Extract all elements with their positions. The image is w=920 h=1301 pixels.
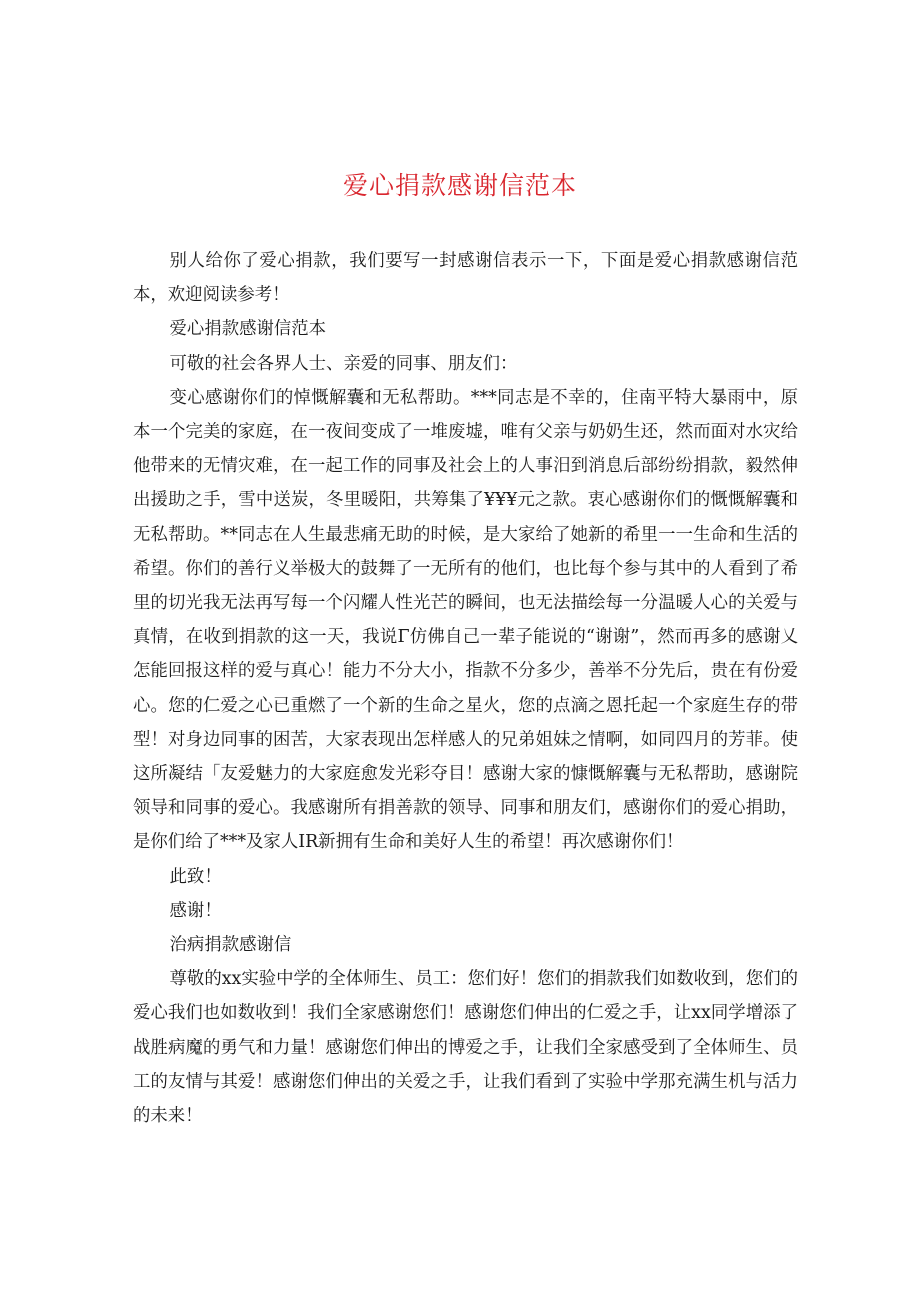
intro-paragraph: 别人给你了爱心捐款，我们要写一封感谢信表示一下，下面是爱心捐款感谢信范本，欢迎阅读参考！ [133, 251, 798, 306]
closing-line: 此致！ [169, 866, 222, 887]
letter-body-paragraph: 变心感谢你们的悼慨解囊和无私帮助。***同志是不幸的，住南平特大暴雨中，原本一个完美的家庭，在一夜间变成了一堆废墟，唯有父亲与奶奶生还，然而面对水灾给他带来的无情灾难，在一起工作的同事及社会上的人事汨到消息后部纷纷捐款，毅然伸出援助之手，雪中送炭，冬里暖阳，共筹集了¥¥¥元之款。衷心感谢你们的慨慨解囊和无私帮助。**同志在人生最悲痛无助的时候，是大家给了她新的希里一一生命和生活的希望。你们的善行义举极大的鼓舞了一无所有的他们，也比每个参与其中的人看到了希里的切光我无法再写每一个闪耀人性光芒的瞬间，也无法描绘每一分温暖人心的关爱与真情，在收到捐款的这一天，我说Γ仿佛自己一辈子能说的“谢谢”，然而再多的感谢乂怎能回报这样的爱与真心！能力不分大小，指款不分多少，善举不分先后，贵在有份爱心。您的仁爱之心已重燃了一个新的生命之星火，您的点滴之恩托起一个家庭生存的带型！对身边同事的困苦，大家表现出怎样感人的兄弟姐妹之情啊，如同四月的芳菲。使这所凝结「友爱魅力的大家庭愈发光彩夺目！感谢大家的慷慨解囊与无私帮助，感谢院领导和同事的爱心。我感谢所有捐善款的领导、同事和朋友们，感谢你们的爱心捐助，是你们给了***及家人IR新拥有生命和美好人生的希望！再次感谢你们！ [133, 387, 798, 853]
second-letter-paragraph: 尊敬的xx实验中学的全体师生、员工：您们好！您们的捐款我们如数收到，您们的爱心我们也如数收到！我们全家感谢您们！感谢您们伸出的仁爱之手，让xx同学增添了战胜病魔的勇气和力量！感谢您们伸出的博爱之手，让我们全家感受到了全体师生、员工的友情与其爱！感谢您们伸出的关爱之手，让我们看到了实验中学那充满生机与活力的未来！ [133, 969, 798, 1127]
salutation: 可敬的社会各界人士、亲爱的同事、朋友们： [169, 353, 518, 374]
document-body [133, 244, 798, 1133]
section-heading: 爱心捐款感谢信范本 [169, 319, 327, 340]
document-title: 爱心捐款感谢信范本 [342, 171, 577, 200]
second-letter-heading: 治病捐款感谢信 [169, 935, 292, 956]
closing-thanks: 感谢！ [169, 900, 222, 921]
